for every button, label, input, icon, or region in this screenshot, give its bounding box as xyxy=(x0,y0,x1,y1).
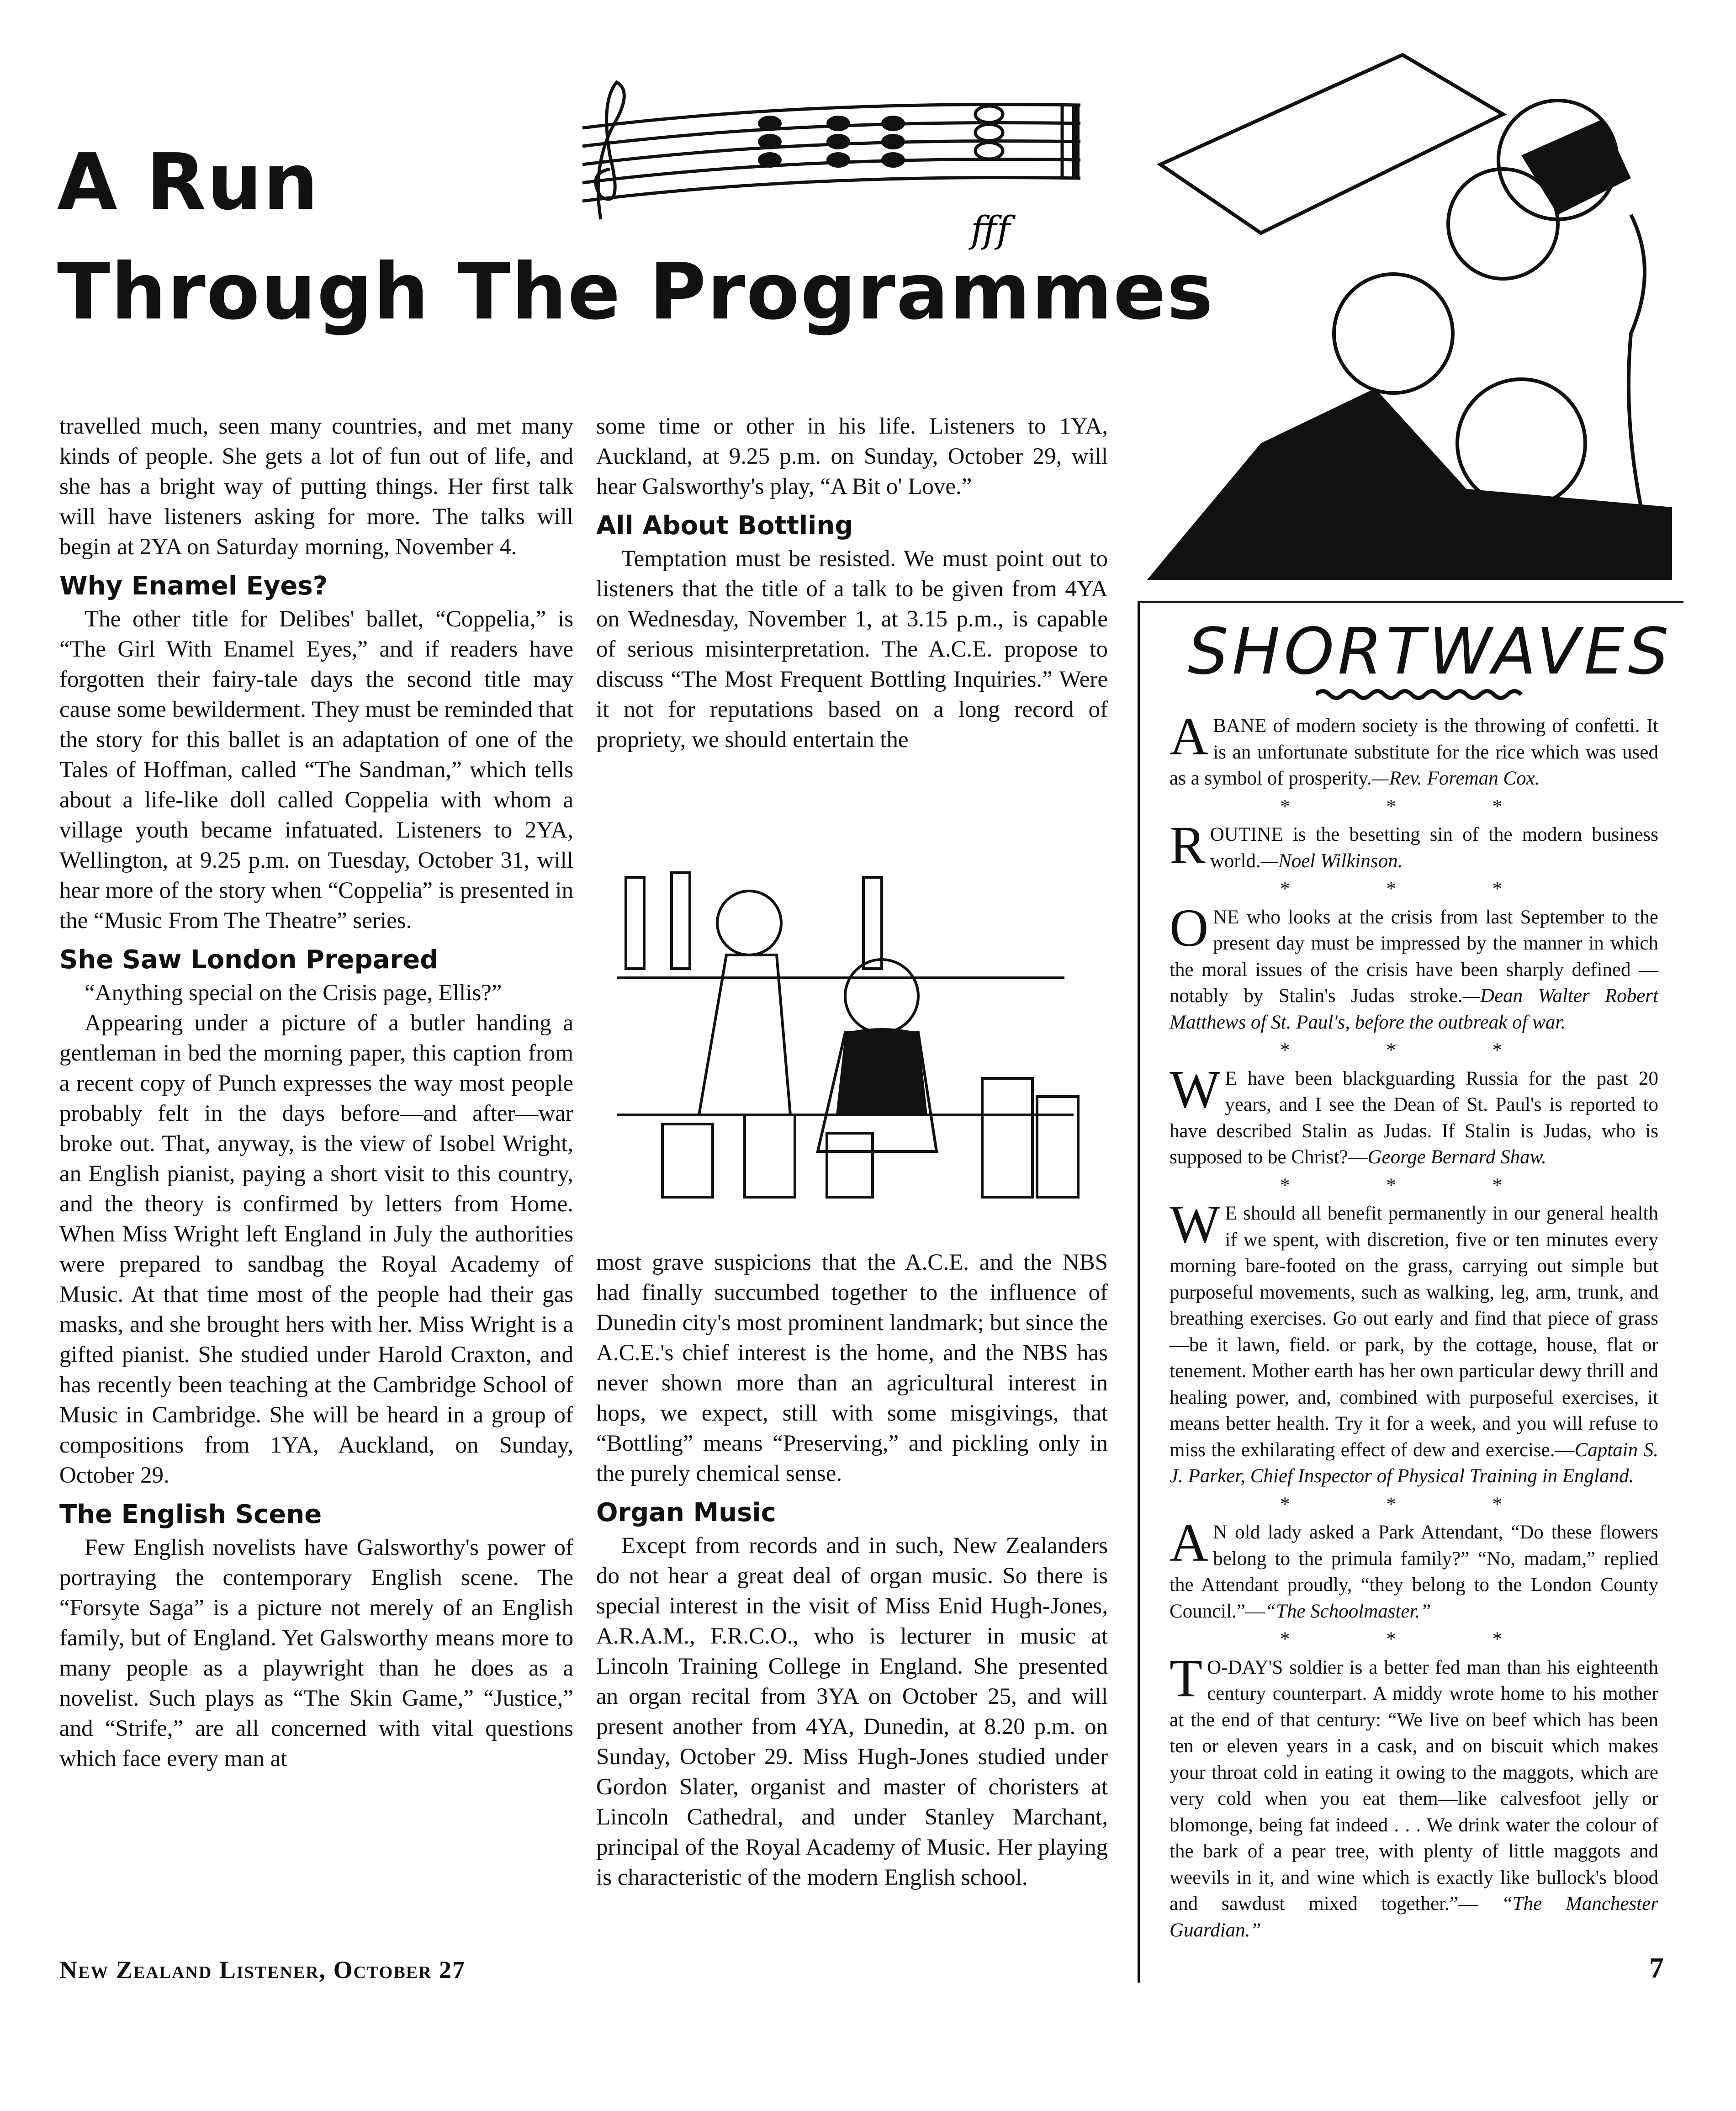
footer-publication: New Zealand Listener, October 27 xyxy=(59,1956,466,1984)
headline-line2: Through The Programmes xyxy=(57,247,1214,337)
shortwave-item xyxy=(1170,815,1658,875)
bottling-cartoon-illustration xyxy=(608,859,1092,1220)
item-text: OUTINE is the besetting sin of the modern business world. xyxy=(1210,824,1658,872)
item-source: —Rev. Foreman Cox. xyxy=(1371,768,1540,789)
item-source: —Dean Walter Robert Matthews of St. Paul's, before the outbreak of war. xyxy=(1170,985,1658,1033)
item-text: E should all benefit permanently in our general health if we spent, with discretion, five or ten minutes every morning bare-footed on the grass, carrying out simple but purposeful movements, such as walking, leg, arm, trunk, and breathing exercises. Go out early and find that piece of grass —be it lawn, field. or park, by the cottage, house, flat or tenement. Mother earth has her own particular dewy thrill and healing power, and, combined with purposeful exercises, it means better health. Try it for a week, and you will refuse to miss the exhilarating effect of dew and exercise.— xyxy=(1170,1203,1658,1461)
article-column-1 xyxy=(59,411,573,1774)
section-heading-all-about-bottling: All About Bottling xyxy=(596,511,853,541)
item-source: “The Schoolmaster.” xyxy=(1265,1600,1431,1622)
wavy-rule-decoration xyxy=(1316,688,1526,701)
page-number: 7 xyxy=(1649,1952,1664,1984)
item-text: E have been blackguarding Russia for the past 20 years, and I see the Dean of St. Paul's is reported to have described Stalin as Judas. If Stalin is Judas, who is supposed to be Christ?— xyxy=(1170,1067,1658,1168)
paragraph: “Anything special on the Crisis page, Ellis?” xyxy=(85,980,502,1006)
section-heading-why-enamel-eyes: Why Enamel Eyes? xyxy=(59,571,328,601)
item-text: NE who looks at the crisis from last September to the present day must be impressed by the manner in which the moral issues of the crisis have been sharply defined — notably by Stalin's Judas stroke. xyxy=(1170,906,1658,1007)
paragraph: Except from records and in such, New Zealanders do not hear a great deal of organ music. So there is special interest in the visit of Miss Enid Hugh-Jones, A.R.A.M., F.R.C.O., who is lecturer in music at Lincoln Training College in England. She presented an organ recital from 3YA on October 25, and will present another from 4YA, Dunedin, at 8.20 p.m. on Sunday, October 29. Miss Hugh-Jones studied under Gordon Slater, organist and master of choristers at Lincoln Cathedral, and under Stanley Marchant, principal of the Royal Academy of Music. Her playing is characteristic of the modern English school. xyxy=(596,1533,1108,1890)
separator-stars: * * * xyxy=(1280,1493,1548,1515)
separator-stars: * * * xyxy=(1280,796,1548,817)
separator-stars: * * * xyxy=(1280,1040,1548,1061)
music-staff-illustration xyxy=(573,73,1090,256)
drop-cap: R xyxy=(1170,815,1206,875)
shortwave-item xyxy=(1170,1194,1658,1490)
shortwave-item xyxy=(1170,706,1658,792)
separator-stars: * * * xyxy=(1280,1174,1548,1196)
drop-cap: O xyxy=(1170,897,1209,958)
item-text: O-DAY'S soldier is a better fed man than his eighteenth century counterpart. A middy wrote home to his mother at the end of that century: “We live on beef which has been ten or eleven years in a cask, and on biscuit which makes your throat cold in eating it owing to the maggots, which are very cold when you eat them—like calvesfoot jelly or blomonge, being fat indeed . . . We drink water the colour of the bark of a pear tree, with plenty of little maggots and weevils in it, and wine which is exactly like bullock's blood and sawdust mixed together.”— xyxy=(1170,1656,1658,1915)
shortwave-item xyxy=(1170,1513,1658,1624)
paragraph: The other title for Delibes' ballet, “Coppelia,” is “The Girl With Enamel Eyes,” and if readers have forgotten their fairy-tale days the second title may cause some bewilderment. They must be reminded that the story for this ballet is an adaptation of one of the Tales of Hoffman, called “The Sandman,” which tells about a life-like doll called Coppelia with whom a village youth became infatuated. Listeners to 2YA, Wellington, at 9.25 p.m. on Tuesday, October 31, will hear more of the story when “Coppelia” is presented in the “Music From The Theatre” series. xyxy=(59,606,573,934)
separator-stars: * * * xyxy=(1280,1628,1548,1650)
separator-stars: * * * xyxy=(1280,878,1548,900)
paragraph: Temptation must be resisted. We must point out to listeners that the title of a talk to be given from 4YA on Wednesday, November 1, at 3.15 p.m., is capable of serious misinterpretation. The A.C.E. propose to discuss “The Most Frequent Bottling Inquiries.” Were it not for reputations based on a long record of propriety, we should entertain the xyxy=(596,546,1108,753)
drop-cap: A xyxy=(1170,706,1209,766)
paragraph: Few English novelists have Galsworthy's power of portraying the contemporary English scene. The “Forsyte Saga” is a picture not merely of an English family, but of England. Yet Galsworthy means more to many people as a playwright than he does as a novelist. Such plays as “The Skin Game,” “Justice,” and “Strife,” are all concerned with vital questions which face every man at xyxy=(59,1535,573,1772)
article-column-2-top xyxy=(596,411,1108,755)
item-text: N old lady asked a Park Attendant, “Do these flowers belong to the primula family?” “No, madam,” replied the Attendant proudly, “they belong to the London County Council.”— xyxy=(1170,1522,1658,1622)
drop-cap: A xyxy=(1170,1513,1209,1573)
item-source: “The Manchester Guardian.” xyxy=(1170,1893,1658,1941)
svg-text:fff: fff xyxy=(971,208,1011,251)
shortwaves-items xyxy=(1170,706,1658,1943)
drop-cap: W xyxy=(1170,1059,1221,1119)
drop-cap: T xyxy=(1170,1648,1203,1708)
drop-cap: W xyxy=(1170,1194,1221,1254)
shortwave-item xyxy=(1170,897,1658,1036)
item-source: —Noel Wilkinson. xyxy=(1260,850,1403,872)
paragraph: some time or other in his life. Listeners to 1YA, Auckland, at 9.25 p.m. on Sunday, October 29, will hear Galsworthy's play, “A Bit o' Love.” xyxy=(596,414,1108,499)
shortwave-item xyxy=(1170,1059,1658,1171)
paragraph: Appearing under a picture of a butler handing a gentleman in bed the morning paper, this caption from a recent copy of Punch expresses the way most people probably felt in the days before—and after—war broke out. That, anyway, is the view of Isobel Wright, an English pianist, paying a short visit to this country, and the theory is confirmed by letters from Home. When Miss Wright left England in July the authorities were prepared to sandbag the Royal Academy of Music. At that time most of the people had their gas masks, and she brought hers with her. Miss Wright is a gifted pianist. She studied under Harold Craxton, and has recently been teaching at the Cambridge School of Music in Cambridge. She will be heard in a group of compositions from 1YA, Auckland, on Sunday, October 29. xyxy=(59,1010,573,1488)
section-heading-she-saw-london-prepared: She Saw London Prepared xyxy=(59,945,439,975)
paragraph: travelled much, seen many countries, and met many kinds of people. She gets a lot of fun out of life, and she has a bright way of putting things. Her first talk will have listeners asking for more. The talks will begin at 2YA on Saturday morning, November 4. xyxy=(59,414,573,560)
headline-line1: A Run xyxy=(57,137,319,228)
section-heading-the-english-scene: The English Scene xyxy=(59,1500,322,1529)
item-source: Captain S. J. Parker, Chief Inspector of Physical Training in England. xyxy=(1170,1439,1658,1487)
shortwave-item xyxy=(1170,1648,1658,1944)
item-text: BANE of modern society is the throwing of confetti. It is an unfortunate substitute for the rice which was used as a symbol of prosperity. xyxy=(1170,715,1658,789)
paragraph: most grave suspicions that the A.C.E. and the NBS had finally succumbed together to the influence of Dunedin city's most prominent landmark; but since the A.C.E.'s chief interest is the home, and the NBS has never shown more than an agricultural interest in hops, we expect, still with some misgivings, that “Bottling” means “Preserving,” and pickling only in the purely chemical sense. xyxy=(596,1250,1108,1486)
shortwaves-title: SHORTWAVES xyxy=(1188,615,1672,689)
item-source: George Bernard Shaw. xyxy=(1367,1146,1546,1168)
caricature-illustration xyxy=(1147,41,1672,580)
article-column-2-bottom xyxy=(596,1247,1108,1893)
section-heading-organ-music: Organ Music xyxy=(596,1498,776,1528)
